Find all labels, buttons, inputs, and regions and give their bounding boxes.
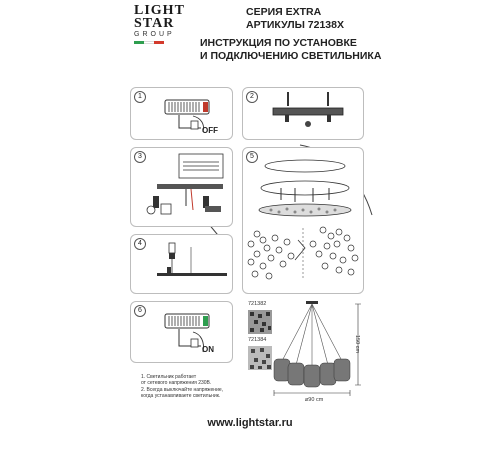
step-1-panel xyxy=(130,87,233,140)
series-name: СЕРИЯ EXTRA xyxy=(246,6,322,18)
article-numbers: АРТИКУЛЫ 72138X xyxy=(246,19,344,31)
step-5-badge: 5 xyxy=(246,151,258,163)
note-line-2: от сетевого напряжения 230В. xyxy=(141,380,212,387)
product-swatch-2 xyxy=(248,346,272,370)
step-5-panel xyxy=(242,147,364,294)
breaker-on-illustration xyxy=(131,302,232,362)
step-2-badge: 2 xyxy=(246,91,258,103)
note-line-4: когда устанавливаете светильник. xyxy=(141,393,221,400)
title-line-1: ИНСТРУКЦИЯ ПО УСТАНОВКЕ xyxy=(200,37,357,49)
sku-2: 721384 xyxy=(248,337,267,343)
step-6-badge: 6 xyxy=(134,305,146,317)
step-3-badge: 3 xyxy=(134,151,146,163)
product-panel xyxy=(242,301,364,409)
website-link[interactable]: www.lightstar.ru xyxy=(207,417,293,429)
brand-line-1: LIGHT xyxy=(134,3,185,18)
safety-notes xyxy=(141,374,241,400)
on-label: ON xyxy=(202,345,214,354)
height-dimension: 150 cm xyxy=(354,335,360,354)
step-4-panel xyxy=(130,234,233,294)
brand-line-2: STAR xyxy=(134,16,175,31)
step-6-panel xyxy=(130,301,233,363)
note-line-3: 2. Всегда выключайте напряжение, xyxy=(141,386,224,393)
chandelier-illustration xyxy=(270,301,364,409)
step-1-badge: 1 xyxy=(134,91,146,103)
step-3-panel xyxy=(130,147,233,227)
shade-assembly-illustration xyxy=(243,148,363,293)
diameter-dimension: ⌀90 cm xyxy=(305,397,324,403)
product-swatch-1 xyxy=(248,310,272,334)
step-4-badge: 4 xyxy=(134,238,146,250)
cable-adjust-illustration xyxy=(131,235,232,293)
off-label: OFF xyxy=(202,126,218,135)
wiring-illustration xyxy=(131,148,232,226)
step-2-panel xyxy=(242,87,364,140)
sku-1: 721382 xyxy=(248,301,267,307)
title-line-2: И ПОДКЛЮЧЕНИЮ СВЕТИЛЬНИКА xyxy=(200,50,382,62)
note-line-1: 1. Светильник работает xyxy=(141,374,197,380)
brand-line-3: GROUP xyxy=(134,31,175,38)
bracket-illustration xyxy=(243,88,363,139)
